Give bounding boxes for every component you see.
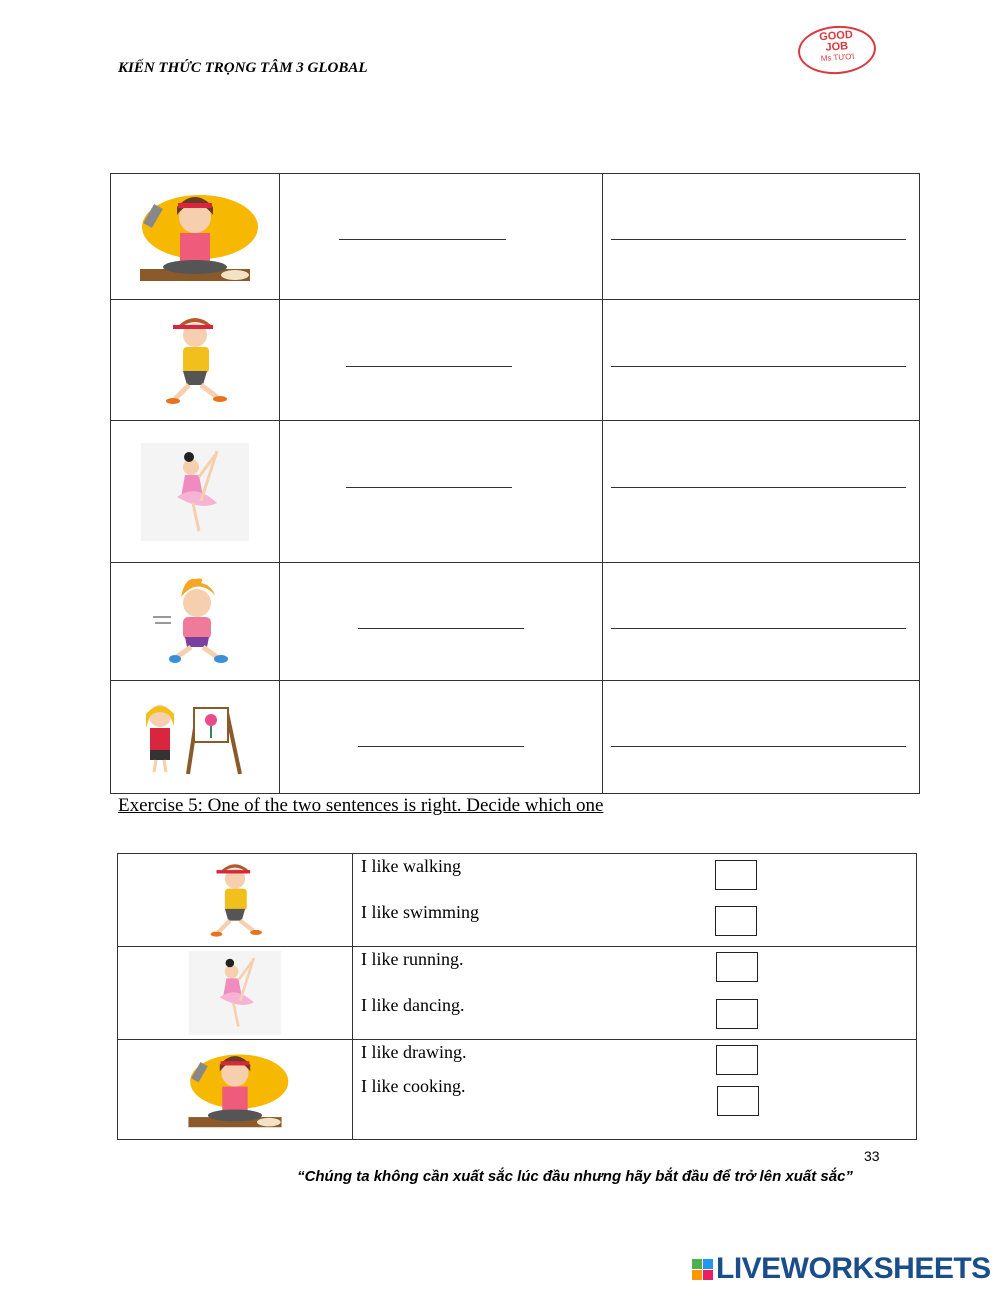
table-row bbox=[118, 1040, 917, 1140]
liveworksheets-logo-icon bbox=[692, 1259, 713, 1280]
answer-checkbox[interactable] bbox=[715, 860, 757, 890]
table-row bbox=[118, 947, 917, 1040]
table-row bbox=[118, 854, 917, 947]
sentence-blank-line[interactable] bbox=[611, 628, 906, 629]
picture-cell bbox=[118, 854, 353, 947]
sentence-cell bbox=[603, 681, 920, 794]
picture-cell bbox=[111, 681, 280, 794]
sentence-cell bbox=[603, 300, 920, 421]
answer-checkbox[interactable] bbox=[716, 1045, 758, 1075]
sentence-cell bbox=[603, 174, 920, 300]
answer-cell bbox=[280, 563, 603, 681]
option-text: I like cooking. bbox=[361, 1076, 466, 1096]
options-cell bbox=[353, 1040, 917, 1140]
girl-running-icon bbox=[145, 577, 245, 667]
table-row bbox=[111, 681, 920, 794]
options-cell bbox=[353, 854, 917, 947]
options-cell bbox=[353, 947, 917, 1040]
answer-checkbox[interactable] bbox=[715, 906, 757, 936]
answer-checkbox[interactable] bbox=[716, 952, 758, 982]
option-text: I like drawing. bbox=[361, 1042, 467, 1062]
answer-checkbox[interactable] bbox=[716, 999, 758, 1029]
picture-cell bbox=[118, 1040, 353, 1140]
liveworksheets-brand[interactable] bbox=[692, 1252, 991, 1286]
activity-table bbox=[110, 173, 920, 794]
answer-blank-line[interactable] bbox=[346, 366, 512, 367]
sentence-cell bbox=[603, 421, 920, 563]
picture-cell bbox=[111, 174, 280, 300]
answer-blank-line[interactable] bbox=[358, 746, 524, 747]
picture-cell bbox=[111, 563, 280, 681]
answer-blank-line[interactable] bbox=[339, 239, 506, 240]
table-row bbox=[111, 300, 920, 421]
stamp-line-3: Ms TƯƠI bbox=[820, 51, 855, 64]
good-job-stamp bbox=[796, 23, 877, 76]
exercise-5-table bbox=[117, 853, 917, 1140]
exercise-5-title: Exercise 5: One of the two sentences is right. Decide which one bbox=[118, 795, 604, 816]
stamp-line-2: JOB bbox=[825, 40, 849, 54]
girl-painting-icon bbox=[136, 698, 254, 776]
girl-cooking-icon bbox=[180, 1045, 290, 1135]
footer-quote: “Chúng ta không cần xuất sắc lúc đầu nhưng hãy bắt đầu để trở lên xuất sắc” bbox=[297, 1168, 853, 1185]
girl-cooking-icon bbox=[130, 187, 260, 287]
answer-cell bbox=[280, 681, 603, 794]
answer-checkbox[interactable] bbox=[717, 1086, 759, 1116]
sentence-blank-line[interactable] bbox=[611, 746, 906, 747]
brand-name: LIVEWORKSHEETS bbox=[716, 1252, 991, 1285]
answer-blank-line[interactable] bbox=[358, 628, 524, 629]
table-row bbox=[111, 421, 920, 563]
sentence-blank-line[interactable] bbox=[611, 487, 906, 488]
girl-dancing-icon bbox=[141, 443, 249, 541]
page-number: 33 bbox=[864, 1148, 880, 1164]
option-text: I like walking bbox=[361, 856, 461, 876]
picture-cell bbox=[111, 421, 280, 563]
sentence-blank-line[interactable] bbox=[611, 366, 906, 367]
girl-walking-icon bbox=[190, 860, 280, 940]
answer-cell bbox=[280, 300, 603, 421]
girl-dancing-icon bbox=[182, 951, 288, 1035]
option-text: I like dancing. bbox=[361, 995, 465, 1015]
sentence-blank-line[interactable] bbox=[611, 239, 906, 240]
picture-cell bbox=[118, 947, 353, 1040]
picture-cell bbox=[111, 300, 280, 421]
answer-blank-line[interactable] bbox=[346, 487, 512, 488]
girl-walking-icon bbox=[145, 313, 245, 408]
answer-cell bbox=[280, 174, 603, 300]
stamp-line-1: GOOD bbox=[818, 28, 854, 44]
answer-cell bbox=[280, 421, 603, 563]
sentence-cell bbox=[603, 563, 920, 681]
option-text: I like swimming bbox=[361, 902, 479, 922]
table-row bbox=[111, 563, 920, 681]
page-header-title: KIẾN THỨC TRỌNG TÂM 3 GLOBAL bbox=[118, 60, 368, 76]
table-row bbox=[111, 174, 920, 300]
option-text: I like running. bbox=[361, 949, 464, 969]
